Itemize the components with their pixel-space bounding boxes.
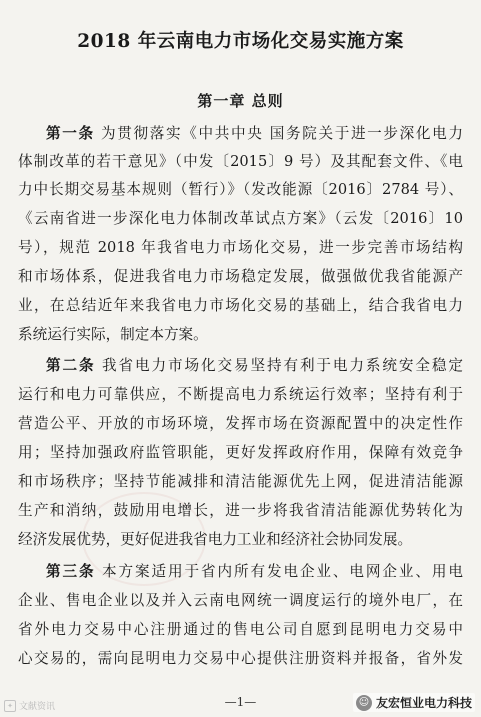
document-title: 2018 年云南电力市场化交易实施方案: [77, 31, 404, 52]
body-line: [18, 238, 463, 258]
line-text: 业，在总结近年来我省电力市场化交易的基础上，结合我省电力: [18, 297, 463, 314]
line-text: 企业、售电企业以及并入云南电网统一调度运行的境外电厂，在: [18, 592, 463, 609]
line-text: 营造公平、开放的市场环境，发挥市场在资源配置中的决定性作: [18, 415, 463, 432]
line-text: 省外电力交易中心注册通过的售电公司自愿到昆明电力交易中: [18, 621, 463, 638]
body-line: [18, 649, 463, 669]
body-line: [18, 124, 463, 144]
line-text: 心交易的，需向昆明电力交易中心提供注册资料并报备，省外发: [18, 650, 463, 667]
source-watermark-text: 文献资讯: [19, 702, 56, 712]
line-text: 号），规范 2018 年我省电力市场化交易，进一步完善市场结构: [18, 239, 463, 256]
article-number: 第二条: [46, 357, 96, 374]
line-text: 和市场秩序；坚持节能减排和清洁能源优先上网，促进清洁能源: [18, 473, 463, 490]
article-number: 第三条: [46, 563, 96, 580]
line-text: 我省电力市场化交易坚持有利于电力系统安全稳定: [95, 357, 463, 374]
body-line: [18, 443, 463, 463]
body-line: [18, 562, 463, 582]
body-line: [18, 152, 463, 172]
line-text: 《云南省进一步深化电力体制改革试点方案》（云发〔2016〕10: [18, 210, 463, 227]
line-text: 和市场体系，促进我省电力市场稳定发展，做强做优我省能源产: [18, 268, 463, 285]
line-text: 运行和电力可靠供应，不断提高电力系统运行效率；坚持有利于: [18, 386, 463, 403]
body-line: [18, 501, 463, 521]
body-line: [18, 267, 463, 287]
body-line: [18, 414, 463, 434]
body-line: [18, 180, 463, 200]
source-watermark: [4, 699, 55, 712]
line-text: 本方案适用于省内所有发电企业、电网企业、用电: [95, 563, 463, 580]
account-watermark-text: 友宏恒业电力科技: [375, 696, 472, 710]
body-line: [18, 296, 463, 316]
body-line: [18, 530, 463, 550]
line-text: 为贯彻落实《中共中央 国务院关于进一步深化电力: [94, 125, 463, 142]
line-text: 系统运行实际，制定本方案。: [18, 326, 208, 343]
line-text: 用；坚持加强政府监管职能，更好发挥政府作用，保障有效竞争: [18, 444, 463, 461]
body-line: [18, 591, 463, 611]
page-number: —1—: [224, 695, 257, 709]
body-line: [18, 209, 463, 229]
account-watermark: [353, 693, 475, 712]
body-line: [18, 620, 463, 640]
article-number: 第一条: [46, 125, 95, 142]
chapter-heading: 第一章 总则: [197, 92, 284, 110]
line-text: 体制改革的若干意见》（中发〔2015〕9 号）及其配套文件、《电: [18, 153, 463, 170]
body-line: [18, 356, 463, 376]
wechat-account-icon: ☺: [356, 695, 372, 711]
body-line: [18, 472, 463, 492]
line-text: 力中长期交易基本规则（暂行）》（发改能源〔2016〕2784 号）、: [18, 181, 463, 198]
line-text: 生产和消纳，鼓励用电增长，进一步将我省清洁能源优势转化为: [18, 502, 463, 519]
source-logo-icon: ✦: [4, 700, 16, 712]
line-text: 经济发展优势，更好促进我省电力工业和经济社会协同发展。: [18, 531, 413, 548]
body-line: [18, 385, 463, 405]
body-line: [18, 325, 463, 345]
